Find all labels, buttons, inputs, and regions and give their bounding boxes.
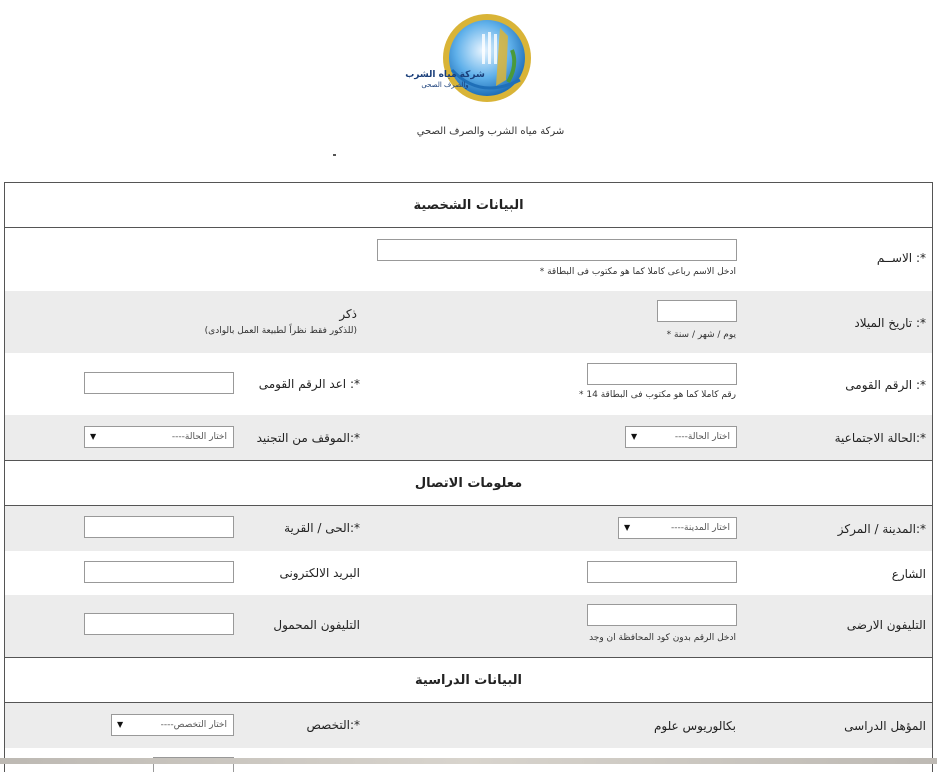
chevron-down-icon: ▼ bbox=[90, 432, 97, 441]
mobile-label: التليفون المحمول bbox=[273, 618, 360, 632]
row-street bbox=[5, 551, 932, 595]
marital-select-value: ----اختار الحالة bbox=[674, 432, 730, 442]
page-header bbox=[0, 0, 937, 180]
row-marital bbox=[5, 415, 932, 461]
row-national-id bbox=[5, 353, 932, 415]
marital-select[interactable] bbox=[625, 426, 737, 448]
landline-hint: ادخل الرقم بدون كود المحافظة ان وجد bbox=[589, 633, 736, 643]
street-label: الشارع bbox=[891, 567, 926, 581]
landline-input[interactable] bbox=[587, 604, 737, 626]
military-select[interactable] bbox=[84, 426, 234, 448]
gender-value: ذكر bbox=[339, 307, 357, 321]
row-phone bbox=[5, 595, 932, 658]
row-qualification bbox=[5, 703, 932, 748]
row-name bbox=[5, 228, 932, 291]
divider-mark bbox=[333, 154, 336, 156]
company-logo bbox=[400, 10, 535, 105]
chevron-down-icon: ▼ bbox=[624, 523, 631, 532]
application-form bbox=[4, 182, 933, 772]
email-input[interactable] bbox=[84, 561, 234, 583]
name-hint: * ادخل الاسم رباعى كاملا كما هو مكتوب فى البطاقة bbox=[539, 267, 736, 277]
specialty-select-value: ----اختار التخصص bbox=[160, 720, 227, 730]
section-personal-title: البيانات الشخصية bbox=[5, 183, 932, 228]
row-birth bbox=[5, 291, 932, 353]
gender-hint: (للذكور فقط نظراً لطبيعة العمل بالوادى) bbox=[204, 326, 357, 336]
specialty-select[interactable] bbox=[111, 714, 234, 736]
qualification-value: بكالوريوس علوم bbox=[653, 719, 736, 733]
city-label: المدينة / المركز:* bbox=[837, 522, 926, 536]
marital-label: الحالة الاجتماعية:* bbox=[834, 431, 926, 445]
district-label: الحى / القرية:* bbox=[284, 521, 360, 535]
svg-text:والصرف الصحى: والصرف الصحى bbox=[421, 81, 469, 89]
chevron-down-icon: ▼ bbox=[631, 432, 638, 441]
specialty-label: التخصص:* bbox=[306, 718, 360, 732]
reenter-id-input[interactable] bbox=[84, 372, 234, 394]
name-label: الاســم :* bbox=[876, 251, 926, 265]
section-contact-title: معلومات الاتصال bbox=[5, 461, 932, 506]
company-name: شركة مياه الشرب والصرف الصحي bbox=[416, 126, 565, 137]
national-id-input[interactable] bbox=[587, 363, 737, 385]
military-select-value: ----اختار الحالة bbox=[171, 432, 227, 442]
street-input[interactable] bbox=[587, 561, 737, 583]
national-id-hint: * 14 رقم كاملا كما هو مكتوب فى البطاقة bbox=[579, 390, 736, 400]
birth-label: تاريخ الميلاد :* bbox=[854, 316, 926, 330]
district-input[interactable] bbox=[84, 516, 234, 538]
email-label: البريد الالكترونى bbox=[279, 566, 360, 580]
reenter-id-label: اعد الرقم القومى :* bbox=[258, 377, 360, 391]
birth-hint: * يوم / شهر / سنة bbox=[666, 330, 736, 340]
landline-label: التليفون الارضى bbox=[846, 618, 926, 632]
section-education-title: البيانات الدراسية bbox=[5, 658, 932, 703]
qualification-label: المؤهل الدراسى bbox=[844, 719, 926, 733]
name-input[interactable] bbox=[377, 239, 737, 261]
city-select-value: ----اختار المدينة bbox=[671, 523, 730, 533]
svg-text:شركة مياه الشرب: شركة مياه الشرب bbox=[405, 70, 485, 80]
birth-date-input[interactable] bbox=[657, 300, 737, 322]
row-city bbox=[5, 506, 932, 551]
window-bottom-edge bbox=[0, 758, 937, 764]
mobile-input[interactable] bbox=[84, 613, 234, 635]
military-label: الموقف من التجنيد:* bbox=[256, 431, 360, 445]
chevron-down-icon: ▼ bbox=[117, 720, 124, 729]
city-select[interactable] bbox=[618, 517, 737, 539]
national-id-label: الرقم القومى :* bbox=[845, 378, 926, 392]
